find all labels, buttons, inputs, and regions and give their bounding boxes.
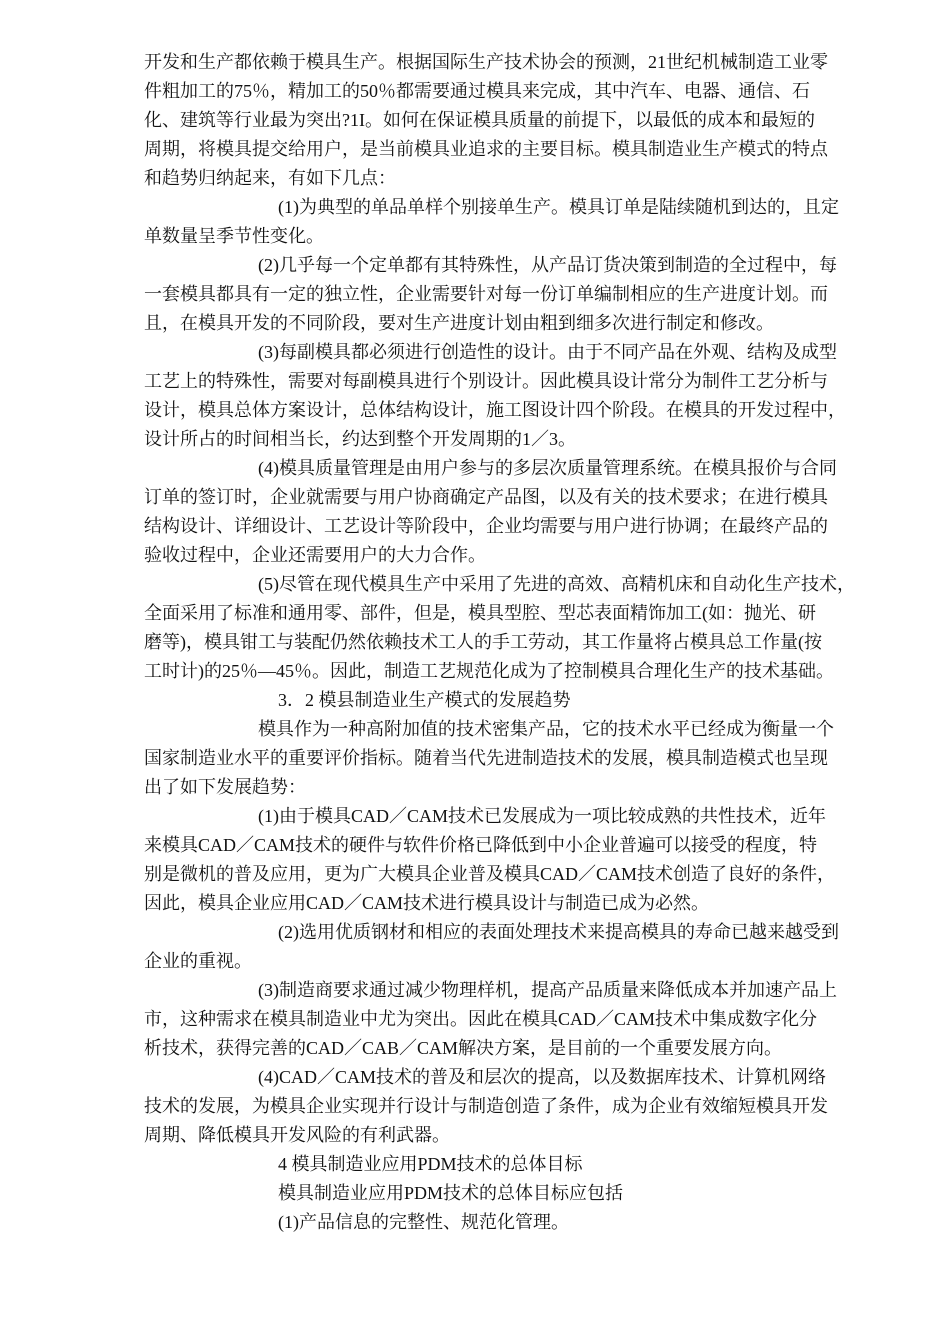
text-line: 全面采用了标准和通用零、部件，但是，模具型腔、型芯表面精饰加工(如：抛光、研 <box>144 603 816 623</box>
text-line: 模具制造业应用PDM技术的总体目标应包括 <box>278 1183 624 1203</box>
text-line: 磨等)，模具钳工与装配仍然依赖技术工人的手工劳动，其工作量将占模具总工作量(按 <box>144 632 822 652</box>
text-line: (5)尽管在现代模具生产中采用了先进的高效、高精机床和自动化生产技术， <box>258 574 855 594</box>
text-line: 企业的重视。 <box>144 951 252 971</box>
text-line: (2)选用优质钢材和相应的表面处理技术来提高模具的寿命已越来越受到 <box>278 922 839 942</box>
section-heading: 4 模具制造业应用PDM技术的总体目标 <box>278 1154 583 1174</box>
text-line: 别是微机的普及应用，更为广大模具企业普及模具CAD／CAM技术创造了良好的条件， <box>144 864 836 884</box>
text-line: (1)由于模具CAD／CAM技术已发展成为一项比较成熟的共性技术，近年 <box>258 806 826 826</box>
text-line: 且，在模具开发的不同阶段，要对生产进度计划由粗到细多次进行制定和修改。 <box>144 313 774 333</box>
text-line: 周期、降低模具开发风险的有利武器。 <box>144 1125 450 1145</box>
text-line: (4)模具质量管理是由用户参与的多层次质量管理系统。在模具报价与合同 <box>258 458 837 478</box>
text-line: 订单的签订时，企业就需要与用户协商确定产品图，以及有关的技术要求；在进行模具 <box>144 487 828 507</box>
text-line: 开发和生产都依赖于模具生产。根据国际生产技术协会的预测，21世纪机械制造工业零 <box>144 52 828 72</box>
text-line: 来模具CAD／CAM技术的硬件与软件价格已降低到中小企业普遍可以接受的程度，特 <box>144 835 818 855</box>
text-line: 因此，模具企业应用CAD／CAM技术进行模具设计与制造已成为必然。 <box>144 893 710 913</box>
text-line: 化、建筑等行业最为突出?1I。如何在保证模具质量的前提下，以最低的成本和最短的 <box>144 110 815 130</box>
text-line: 工艺上的特殊性，需要对每副模具进行个别设计。因此模具设计常分为制件工艺分析与 <box>144 371 828 391</box>
text-line: 单数量呈季节性变化。 <box>144 226 324 246</box>
text-line: 析技术，获得完善的CAD／CAB／CAM解决方案，是目前的一个重要发展方向。 <box>144 1038 783 1058</box>
text-line: (3)每副模具都必须进行创造性的设计。由于不同产品在外观、结构及成型 <box>258 342 837 362</box>
text-line: 周期，将模具提交给用户，是当前模具业追求的主要目标。模具制造业生产模式的特点 <box>144 139 828 159</box>
text-line: 出了如下发展趋势： <box>144 777 306 797</box>
text-line: 市，这种需求在模具制造业中尤为突出。因此在模具CAD／CAM技术中集成数字化分 <box>144 1009 818 1029</box>
text-line: 结构设计、详细设计、工艺设计等阶段中，企业均需要与用户进行协调；在最终产品的 <box>144 516 828 536</box>
text-line: 工时计)的25％—45％。因此，制造工艺规范化成为了控制模具合理化生产的技术基础。 <box>144 661 834 681</box>
text-line: 模具作为一种高附加值的技术密集产品，它的技术水平已经成为衡量一个 <box>258 719 834 739</box>
text-line: 验收过程中，企业还需要用户的大力合作。 <box>144 545 486 565</box>
text-line: (4)CAD／CAM技术的普及和层次的提高，以及数据库技术、计算机网络 <box>258 1067 826 1087</box>
text-line: 设计，模具总体方案设计，总体结构设计，施工图设计四个阶段。在模具的开发过程中， <box>144 400 846 420</box>
text-line: 设计所占的时间相当长，约达到整个开发周期的1／3。 <box>144 429 576 449</box>
text-line: (2)几乎每一个定单都有其特殊性，从产品订货决策到制造的全过程中，每 <box>258 255 837 275</box>
text-line: 和趋势归纳起来，有如下几点： <box>144 168 396 188</box>
text-line: 技术的发展，为模具企业实现并行设计与制造创造了条件，成为企业有效缩短模具开发 <box>144 1096 828 1116</box>
text-line: 一套模具都具有一定的独立性，企业需要针对每一份订单编制相应的生产进度计划。而 <box>144 284 828 304</box>
text-line: (1)为典型的单品单样个别接单生产。模具订单是陆续随机到达的，且定 <box>278 197 839 217</box>
text-line: (1)产品信息的完整性、规范化管理。 <box>278 1212 569 1232</box>
text-line: (3)制造商要求通过减少物理样机，提高产品质量来降低成本并加速产品上 <box>258 980 837 1000</box>
section-heading: 3．2 模县制造业生产模式的发展趋势 <box>278 690 571 710</box>
text-line: 件粗加工的75％，精加工的50％都需要通过模具来完成，其中汽车、电器、通信、石 <box>144 81 810 101</box>
text-line: 国家制造业水平的重要评价指标。随着当代先进制造技术的发展，模具制造模式也呈现 <box>144 748 828 768</box>
